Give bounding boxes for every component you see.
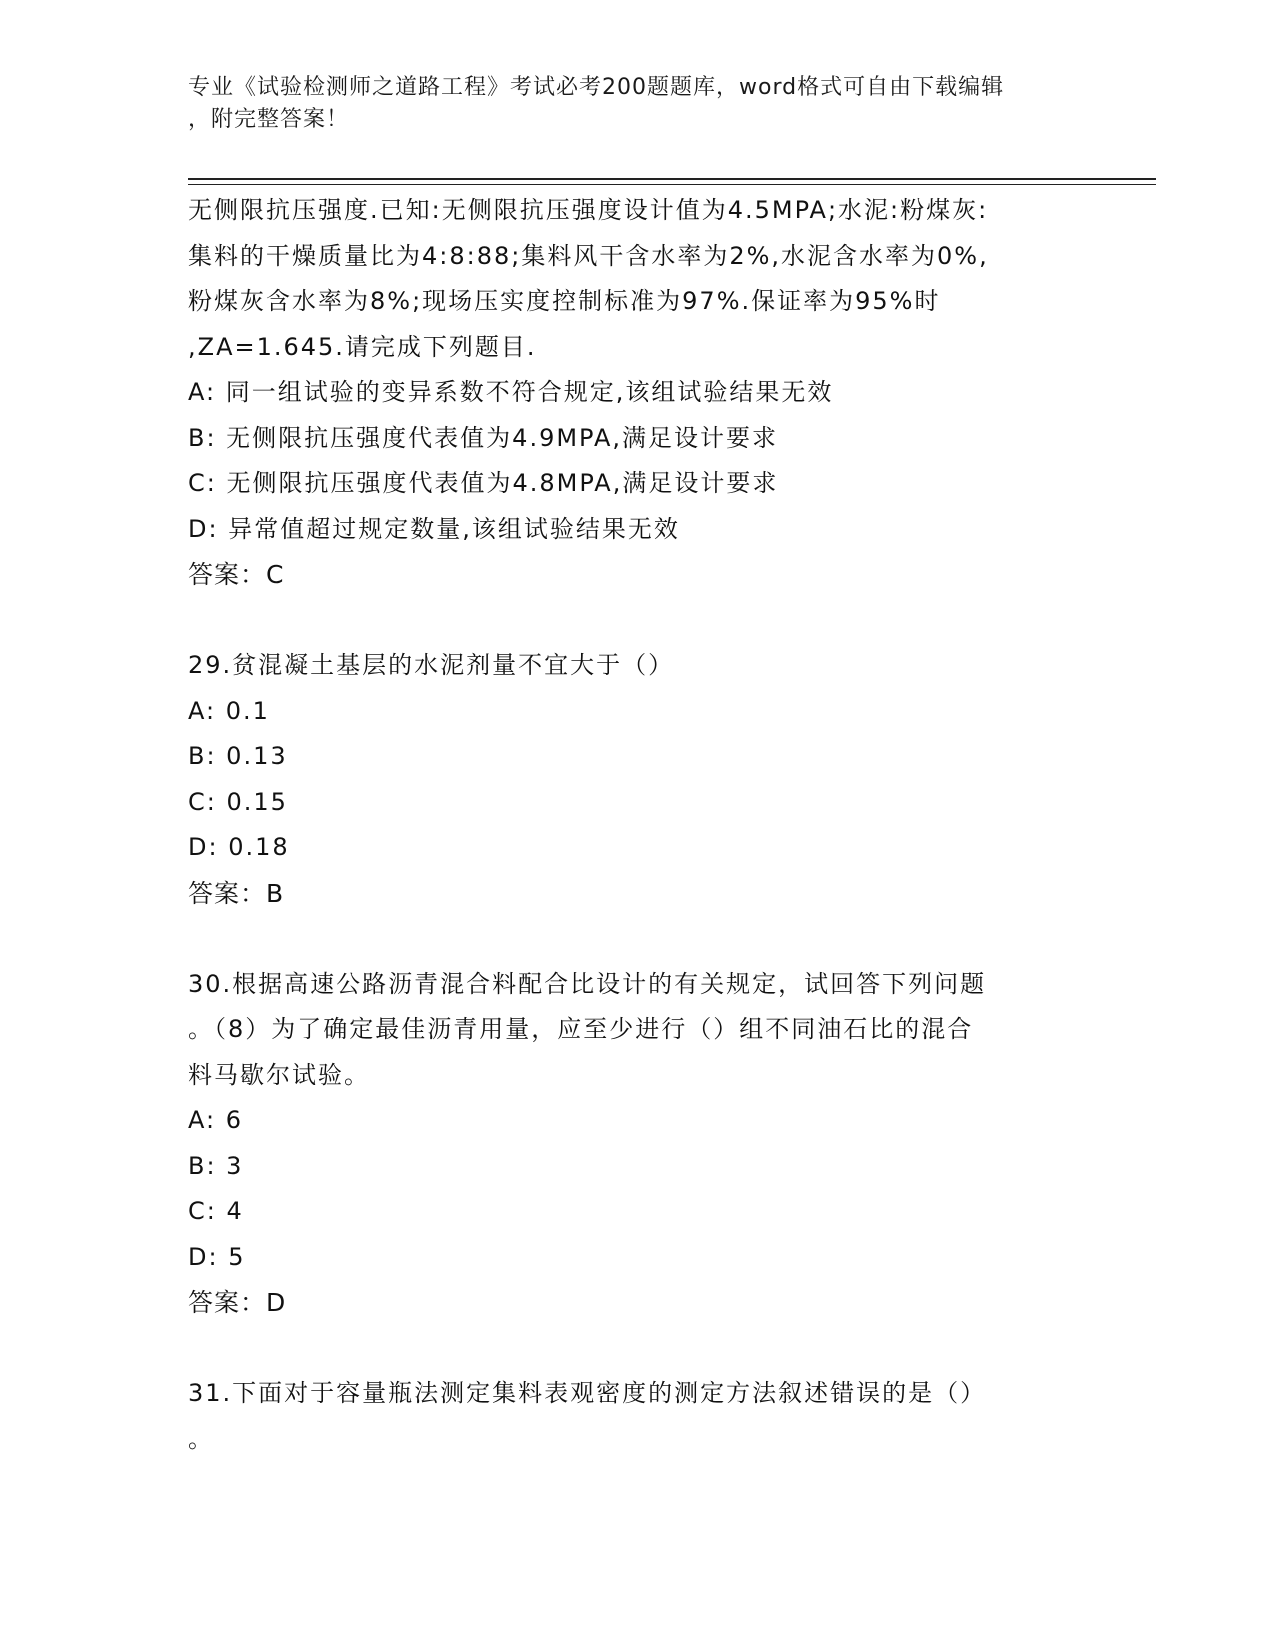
answer-line: 答案：C	[188, 560, 285, 589]
option-b: B: 无侧限抗压强度代表值为4.9MPA,满足设计要求	[188, 423, 779, 452]
question-stem-line: 30.根据高速公路沥青混合料配合比设计的有关规定，试回答下列问题	[188, 969, 987, 998]
document-header	[188, 72, 1088, 136]
answer-line: 答案：D	[188, 1288, 287, 1317]
header-title-line-1: 专业《试验检测师之道路工程》考试必考200题题库，word格式可自由下载编辑	[188, 75, 1005, 100]
header-divider	[188, 178, 1156, 180]
option-c: C: 无侧限抗压强度代表值为4.8MPA,满足设计要求	[188, 469, 779, 497]
question-stem-line: 31.下面对于容量瓶法测定集料表观密度的测定方法叙述错误的是（）	[188, 1379, 987, 1407]
question-stem-line: 。（8）为了确定最佳沥青用量，应至少进行（）组不同油石比的混合	[188, 1015, 974, 1043]
question-30	[188, 962, 1088, 1326]
option-d: D: 异常值超过规定数量,该组试验结果无效	[188, 514, 680, 543]
question-stem-line: 无侧限抗压强度.已知:无侧限抗压强度设计值为4.5MPA;水泥:粉煤灰:	[188, 196, 989, 224]
question-29	[188, 643, 1088, 916]
option-a: A: 0.1	[188, 696, 270, 725]
option-b: B: 0.13	[188, 742, 288, 770]
option-c: C: 0.15	[188, 787, 288, 816]
spacer	[188, 916, 1088, 962]
question-stem-line: ,ZA=1.645.请完成下列题目.	[188, 332, 537, 361]
spacer	[188, 1326, 1088, 1372]
option-d: D: 0.18	[188, 833, 290, 861]
option-b: B: 3	[188, 1151, 244, 1180]
question-stem-line: 。	[188, 1424, 214, 1453]
answer-line: 答案：B	[188, 878, 285, 908]
option-c: C: 4	[188, 1197, 244, 1225]
question-stem-line: 集料的干燥质量比为4:8:88;集料风干含水率为2%,水泥含水率为0%,	[188, 241, 989, 270]
header-divider-thin	[188, 184, 1156, 185]
option-a: A: 6	[188, 1106, 243, 1134]
option-a: A: 同一组试验的变异系数不符合规定,该组试验结果无效	[188, 378, 834, 406]
question-stem-line: 29.贫混凝土基层的水泥剂量不宜大于（）	[188, 651, 675, 679]
question-stem-line: 料马歇尔试验。	[188, 1060, 370, 1089]
question-31	[188, 1371, 1088, 1462]
question-28	[188, 188, 1088, 598]
question-content	[188, 188, 1088, 1462]
option-d: D: 5	[188, 1242, 246, 1271]
spacer	[188, 598, 1088, 644]
question-stem-line: 粉煤灰含水率为8%;现场压实度控制标准为97%.保证率为95%时	[188, 287, 941, 315]
header-title-line-2: ，附完整答案！	[188, 107, 350, 132]
